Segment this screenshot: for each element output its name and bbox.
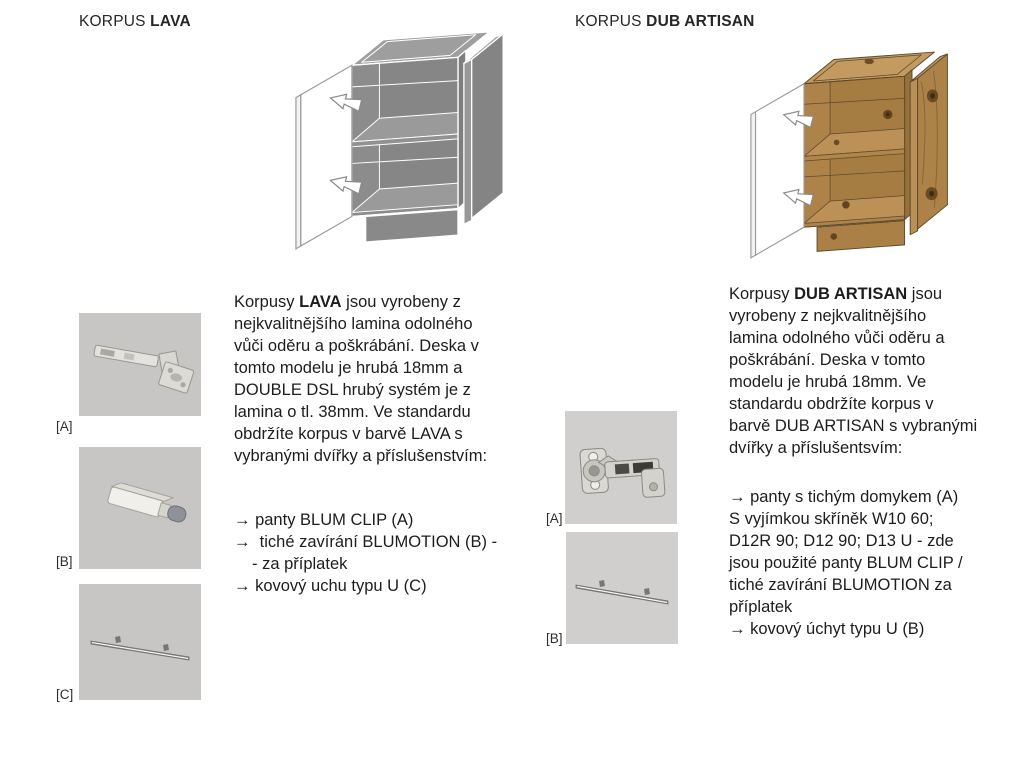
artisan-hardware-image-b [566,532,678,644]
text-line: obdržíte korpus v barvě LAVA s [234,425,463,443]
section-title-dub-artisan [575,13,755,31]
intro-brand: DUB ARTISAN [794,285,908,303]
artisan-feature-list [729,486,963,640]
lava-feature-list [234,509,497,597]
feature-line: jsou použité panty BLUM CLIP / [729,554,963,572]
hardware-label-b: [B] [546,631,563,646]
soft-close-hinge-icon [565,411,677,524]
title-prefix: KORPUS [79,13,151,30]
text-line: dvířky a příslušentsvím: [729,439,903,457]
hardware-label-a: [A] [546,511,563,526]
feature-line: D12R 90; D12 90; D13 U - zde [729,532,954,550]
artisan-open-door [751,84,804,258]
title-prefix: KORPUS [575,13,647,30]
hardware-label-a: [A] [56,419,73,434]
hardware-label-b: [B] [56,554,73,569]
lava-hardware-image-a [79,313,201,416]
text-line: modelu je hrubá 18mm. Ve [729,373,927,391]
blum-clip-hinge-icon [79,313,201,416]
intro-prefix: Korpusy [234,293,300,311]
lava-hardware-image-b [79,447,201,569]
text-line: vyrobeny z nejkvalitnějšího [729,307,927,325]
feature-line: → panty BLUM CLIP (A) [234,511,414,529]
intro-brand: LAVA [299,293,342,311]
section-title-lava [79,13,191,31]
intro-prefix: Korpusy [729,285,795,303]
text-line: vybranými dvířky a příslušenstvím: [234,447,488,465]
intro-rest: jsou vyrobeny z [341,293,461,311]
text-line: barvě DUB ARTISAN s vybranými [729,417,978,435]
feature-line: → tiché zavírání BLUMOTION (B) - [234,533,498,551]
feature-line: S vyjímkou skříněk W10 60; [729,510,934,528]
artisan-cabinet-illustration [738,26,965,270]
feature-line: → kovový úchyt typu U (B) [729,620,925,638]
text-line: tomto modelu je hrubá 18mm a [234,359,463,377]
lava-hardware-image-c [79,584,201,700]
text-line: lamina o tl. 38mm. Ve standardu [234,403,471,421]
text-line: vůči oděru a poškrábání. Deska v [234,337,479,355]
text-line [234,291,487,313]
artisan-hardware-image-a [565,411,677,524]
lava-description [234,291,487,467]
feature-line: - za příplatek [252,555,348,573]
u-handle-icon [566,532,678,644]
text-line: poškrábání. Deska v tomto [729,351,926,369]
feature-line: → panty s tichým domykem (A) [729,488,959,506]
lava-cabinet-illustration [293,4,511,262]
lava-open-door [296,65,352,249]
u-handle-icon [79,584,201,700]
blumotion-damper-icon [79,447,201,569]
title-brand: DUB ARTISAN [646,13,755,30]
text-line: lamina odolného vůči oděru a [729,329,945,347]
title-brand: LAVA [150,13,191,30]
feature-line: → kovový uchu typu U (C) [234,577,427,595]
feature-line: příplatek [729,598,793,616]
artisan-description [729,283,977,459]
text-line [729,283,977,305]
text-line: DOUBLE DSL hrubý systém je z [234,381,471,399]
feature-line: tiché zavírání BLUMOTION za [729,576,952,594]
text-line: nejkvalitnějšího lamina odolného [234,315,473,333]
text-line: standardu obdržíte korpus v [729,395,934,413]
intro-rest: jsou [907,285,943,303]
hardware-label-c: [C] [56,687,74,702]
